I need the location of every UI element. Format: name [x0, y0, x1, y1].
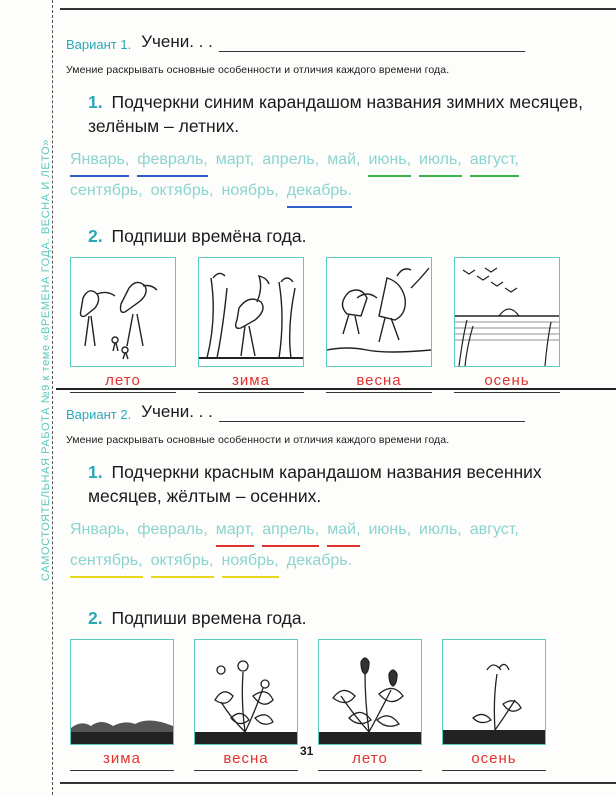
answer-line[interactable]: осень [454, 371, 560, 393]
answer-line[interactable]: весна [194, 749, 298, 771]
task-1-number: 1. [88, 462, 103, 482]
student-label: Учени. . . [141, 32, 213, 51]
month-item[interactable]: март, [216, 516, 254, 547]
variant-2-header [66, 400, 616, 422]
answer-line[interactable]: лето [318, 749, 422, 771]
student-label: Учени. . . [141, 402, 213, 421]
month-item[interactable]: Январь, [70, 521, 130, 538]
task-1 [66, 460, 616, 508]
task-1-text: Подчеркни синим карандашом названия зимних месяцев, зелёным – летних. [88, 92, 583, 136]
variant-2-label: Вариант 2. [66, 407, 132, 422]
task-1-text: Подчеркни красным карандашом названия весенних месяцев, жёлтым – осенних. [88, 462, 542, 506]
month-item[interactable]: апрель, [262, 151, 320, 168]
strawberry-fading-icon [442, 639, 546, 745]
task-2-number: 2. [88, 608, 103, 628]
variant-1-header [66, 30, 616, 52]
month-item[interactable]: октябрь, [151, 547, 214, 578]
month-item[interactable]: февраль, [137, 146, 207, 177]
answer-line[interactable]: весна [326, 371, 432, 393]
task-1 [66, 90, 616, 138]
task-2-number: 2. [88, 226, 103, 246]
answer-line[interactable]: зима [198, 371, 304, 393]
month-item[interactable]: август, [469, 521, 519, 538]
task-2-text: Подпиши времёна года. [111, 226, 307, 246]
month-item[interactable]: сентябрь, [70, 182, 143, 199]
skill-description: Умение раскрывать основные особенности и отличия каждого времени года. [66, 434, 450, 446]
variant-1 [66, 30, 616, 393]
month-item[interactable]: октябрь, [150, 182, 214, 199]
flying-cranes-icon [454, 257, 560, 367]
top-edge-line [60, 8, 616, 10]
month-item[interactable]: сентябрь, [70, 547, 143, 578]
answer-line[interactable]: осень [442, 749, 546, 771]
variant-2 [66, 400, 616, 771]
month-item[interactable]: ноябрь, [221, 182, 279, 199]
month-item[interactable]: май, [327, 516, 360, 547]
month-item[interactable]: август, [470, 146, 519, 177]
month-item[interactable]: июнь, [368, 521, 412, 538]
task-2 [66, 608, 616, 629]
month-item[interactable]: июнь, [368, 146, 411, 177]
season-pictures [70, 639, 616, 745]
month-item[interactable]: июль, [419, 146, 462, 177]
season-answers [70, 749, 616, 771]
strawberry-flowering-icon [194, 639, 298, 745]
dancing-cranes-icon [326, 257, 432, 367]
strawberry-fruiting-icon [318, 639, 422, 745]
months-list [66, 146, 556, 208]
month-item[interactable]: июль, [419, 521, 462, 538]
month-item[interactable]: декабрь. [286, 552, 353, 569]
task-1-number: 1. [88, 92, 103, 112]
page-number: 31 [300, 744, 314, 758]
task-2 [66, 226, 616, 247]
snow-covered-ground-icon [70, 639, 174, 745]
variant-1-label: Вариант 1. [66, 37, 132, 52]
crane-in-reeds-icon [198, 257, 304, 367]
months-list [66, 516, 556, 578]
skill-description: Умение раскрывать основные особенности и отличия каждого времени года. [66, 64, 450, 76]
answer-line[interactable]: лето [70, 371, 176, 393]
side-title: САМОСТОЯТЕЛЬНАЯ РАБОТА №9 к теме «ВРЕМЕНА ГОДА. ВЕСНА И ЛЕТО» [40, 138, 52, 582]
month-item[interactable]: май, [327, 151, 361, 168]
student-name-blank[interactable] [219, 36, 525, 52]
answer-line[interactable]: зима [70, 749, 174, 771]
month-item[interactable]: март, [215, 151, 255, 168]
season-answers [70, 371, 616, 393]
month-item[interactable]: Январь, [70, 146, 129, 177]
bottom-edge-line [60, 782, 616, 784]
student-name-blank[interactable] [219, 406, 525, 422]
season-pictures [70, 257, 616, 367]
month-item[interactable]: декабрь. [287, 177, 352, 208]
month-item[interactable]: ноябрь, [222, 547, 279, 578]
month-item[interactable]: апрель, [262, 516, 319, 547]
task-2-text: Подпиши времена года. [111, 608, 307, 628]
month-item[interactable]: февраль, [137, 521, 208, 538]
cranes-with-chicks-icon [70, 257, 176, 367]
